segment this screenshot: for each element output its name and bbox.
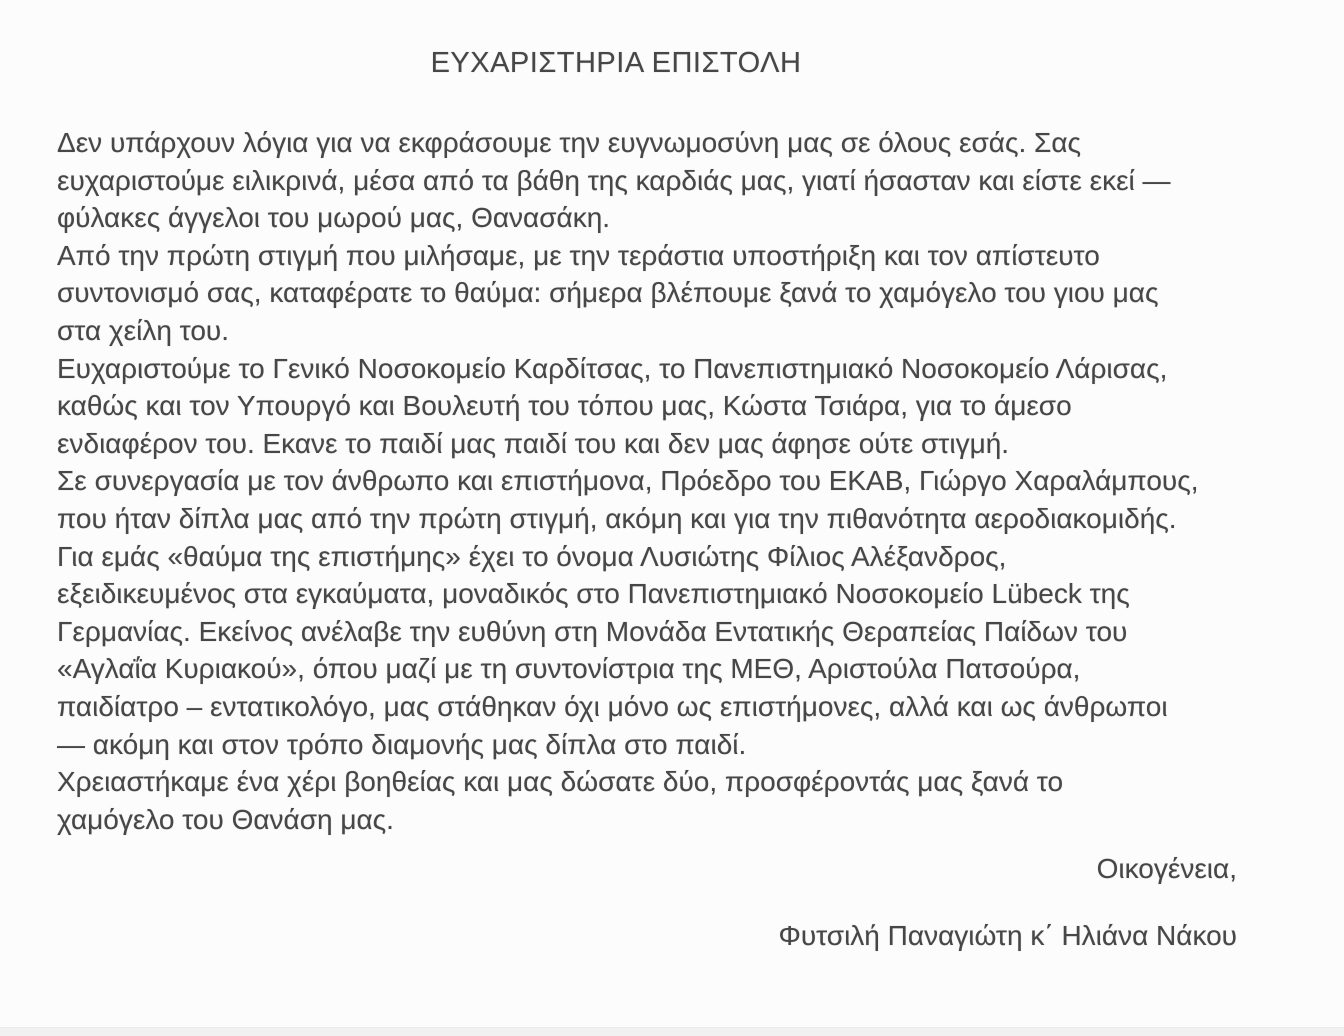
letter-line: Από την πρώτη στιγμή που μιλήσαμε, με την τεράστια υποστήριξη και τον απίστευτο xyxy=(57,239,1100,271)
letter-line: — ακόμη και στον τρόπο διαμονής μας δίπλα στο παιδί. xyxy=(57,728,747,760)
letter-line: Γερμανίας. Εκείνος ανέλαβε την ευθύνη στη Μονάδα Εντατικής Θεραπείας Παίδων του xyxy=(57,615,1128,647)
closing-salutation: Οικογένεια, xyxy=(1096,853,1237,885)
letter-line: Ευχαριστούμε το Γενικό Νοσοκομείο Καρδίτσας, το Πανεπιστημιακό Νοσοκομείο Λάρισας, xyxy=(57,352,1168,384)
letter-title: ΕΥΧΑΡΙΣΤΗΡΙΑ ΕΠΙΣΤΟΛΗ xyxy=(430,47,802,79)
letter-line: Για εμάς «θαύμα της επιστήμης» έχει το όνομα Λυσιώτης Φίλιος Αλέξανδρος, xyxy=(57,540,1007,572)
letter-line: παιδίατρο – εντατικολόγο, μας στάθηκαν όχι μόνο ως επιστήμονες, αλλά και ως άνθρωποι xyxy=(57,690,1168,722)
letter-line: συντονισμό σας, καταφέρατε το θαύμα: σήμερα βλέπουμε ξανά το χαμόγελο του γιου μας xyxy=(57,277,1159,309)
letter-line: καθώς και τον Υπουργό και Βουλευτή του τόπου μας, Κώστα Τσιάρα, για το άμεσο xyxy=(57,390,1072,422)
letter-line: Δεν υπάρχουν λόγια για να εκφράσουμε την ευγνωμοσύνη μας σε όλους εσάς. Σας xyxy=(57,127,1082,158)
letter-line: στα χείλη του. xyxy=(57,314,229,346)
page-bottom-edge xyxy=(0,1027,1344,1036)
letter-line: Σε συνεργασία με τον άνθρωπο και επιστήμονα, Πρόεδρο του ΕΚΑΒ, Γιώργο Χαραλάμπους, xyxy=(57,465,1199,497)
letter-body xyxy=(57,124,1237,954)
signature-names: Φυτσιλή Παναγιώτη κ΄ Ηλιάνα Νάκου xyxy=(778,919,1237,951)
letter-line: χαμόγελο του Θανάση μας. xyxy=(57,803,394,835)
letter-line: Χρειαστήκαμε ένα χέρι βοηθείας και μας δώσατε δύο, προσφέροντάς μας ξανά το xyxy=(57,766,1064,798)
letter-line: «Αγλαΐα Κυριακού», όπου μαζί με τη συντονίστρια της ΜΕΘ, Αριστούλα Πατσούρα, xyxy=(57,653,1081,685)
letter-line: ευχαριστούμε ειλικρινά, μέσα από τα βάθη της καρδιάς μας, γιατί ήσασταν και είστε εκεί — xyxy=(57,164,1171,196)
letter-line: ενδιαφέρον του. Εκανε το παιδί μας παιδί του και δεν μας άφησε ούτε στιγμή. xyxy=(57,427,1010,459)
letter-line: εξειδικευμένος στα εγκαύματα, μοναδικός στο Πανεπιστημιακό Νοσοκομείο Lübeck της xyxy=(57,578,1130,610)
letter-line: φύλακες άγγελοι του μωρού μας, Θανασάκη. xyxy=(57,202,611,234)
letter-line: που ήταν δίπλα μας από την πρώτη στιγμή, ακόμη και για την πιθανότητα αεροδιακομιδής. xyxy=(57,502,1177,534)
